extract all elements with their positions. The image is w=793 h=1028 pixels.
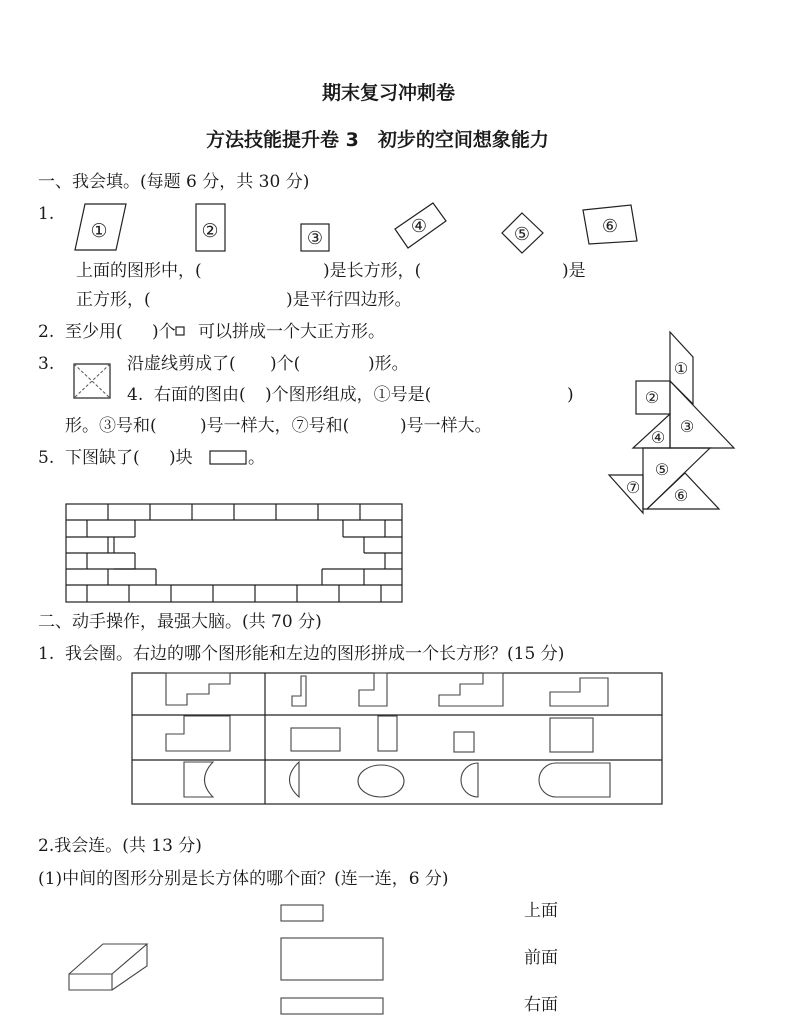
svg-text:④: ④ <box>650 428 666 447</box>
cuboid-figure <box>69 944 147 990</box>
svg-text:③: ③ <box>306 228 324 249</box>
q4-text-b: )个图形组成，①号是( <box>265 385 432 405</box>
q1-shape-5-diamond <box>502 213 543 253</box>
page-title: 期末复习冲刺卷 <box>322 82 456 104</box>
option-r3-1 <box>290 762 300 797</box>
svg-text:⑥: ⑥ <box>601 216 619 237</box>
q4-text-a: 4. 右面的图由( <box>127 385 246 405</box>
small-square-icon <box>176 327 184 335</box>
q1-line2-b: )是平行四边形。 <box>286 290 412 310</box>
face-label-right: 右面 <box>524 995 558 1015</box>
option-r1-3 <box>439 673 503 706</box>
svg-text:②: ② <box>644 388 660 407</box>
option-r3-4 <box>539 763 610 797</box>
q5-text-b: )块 <box>169 448 193 468</box>
section1-heading: 一、我会填。(每题 6 分，共 30 分) <box>38 172 310 192</box>
option-r1-1 <box>292 676 306 706</box>
s2-q1-text: 1. 我会圈。右边的哪个图形能和左边的图形拼成一个长方形？(15 分) <box>38 644 565 664</box>
q1-number: 1. <box>38 204 55 224</box>
q5-text-a: 5. 下图缺了( <box>38 448 140 468</box>
s2-q2-heading: 2.我会连。(共 13 分) <box>38 836 202 856</box>
svg-text:⑥: ⑥ <box>673 486 689 505</box>
q1-line1-b: )是长方形，( <box>323 261 422 281</box>
option-r2-4 <box>550 718 593 752</box>
q1-shape-6-quadrilateral <box>583 205 637 244</box>
svg-text:⑦: ⑦ <box>625 478 641 497</box>
q1-shape-4-rotated-rectangle <box>395 203 446 248</box>
svg-text:⑤: ⑤ <box>654 460 670 479</box>
face-label-front: 前面 <box>524 948 558 968</box>
q3-text-a: 沿虚线剪成了( <box>127 354 236 374</box>
svg-text:①: ① <box>90 220 108 242</box>
q2-text-b: )个 <box>152 322 176 342</box>
svg-text:④: ④ <box>410 216 428 237</box>
q4-line2-b: )号一样大，⑦号和( <box>200 416 350 436</box>
face-rect-right <box>281 998 383 1014</box>
page-subtitle: 方法技能提升卷 3 初步的空间想象能力 <box>206 129 549 151</box>
svg-text:①: ① <box>673 359 689 378</box>
brick-wall <box>66 504 402 602</box>
option-r1-2 <box>359 673 387 706</box>
svg-text:③: ③ <box>679 417 695 436</box>
face-rect-top <box>281 905 323 921</box>
q4-text-c: ) <box>567 385 574 405</box>
option-r3-2 <box>358 765 404 797</box>
q1-shape-3-square <box>301 224 329 251</box>
section2-heading: 二、动手操作，最强大脑。(共 70 分) <box>38 612 322 632</box>
q1-line1-a: 上面的图形中，( <box>76 261 202 281</box>
q1-shape-2-rectangle <box>196 204 225 251</box>
tangram-figure <box>609 332 734 513</box>
q2-text-a: 2. 至少用( <box>38 322 123 342</box>
q1-line1-c: )是 <box>562 261 586 281</box>
q3-dashed-square <box>74 364 110 398</box>
brick-icon <box>210 451 246 464</box>
q1-line2-a: 正方形，( <box>76 290 151 310</box>
matching-table <box>132 673 662 804</box>
q2-text-c: 可以拼成一个大正方形。 <box>198 322 385 342</box>
option-r2-2 <box>378 716 397 751</box>
svg-text:②: ② <box>201 220 219 242</box>
face-rect-front <box>281 938 383 980</box>
option-r3-3 <box>461 763 478 797</box>
face-label-top: 上面 <box>524 901 558 921</box>
q3-text-c: )形。 <box>368 354 409 374</box>
q5-text-c: 。 <box>248 448 265 468</box>
option-r1-4 <box>550 678 608 706</box>
q3-number: 3. <box>38 354 55 374</box>
q3-text-b: )个( <box>270 354 301 374</box>
q4-line2-a: 形。③号和( <box>65 416 157 436</box>
option-r2-3 <box>454 732 474 752</box>
svg-text:⑤: ⑤ <box>513 224 531 245</box>
q4-line2-c: )号一样大。 <box>400 416 492 436</box>
s2-q2-sub1: (1)中间的图形分别是长方体的哪个面？(连一连，6 分) <box>38 869 449 889</box>
q1-shape-1-parallelogram <box>75 204 126 250</box>
option-r2-1 <box>291 728 340 751</box>
